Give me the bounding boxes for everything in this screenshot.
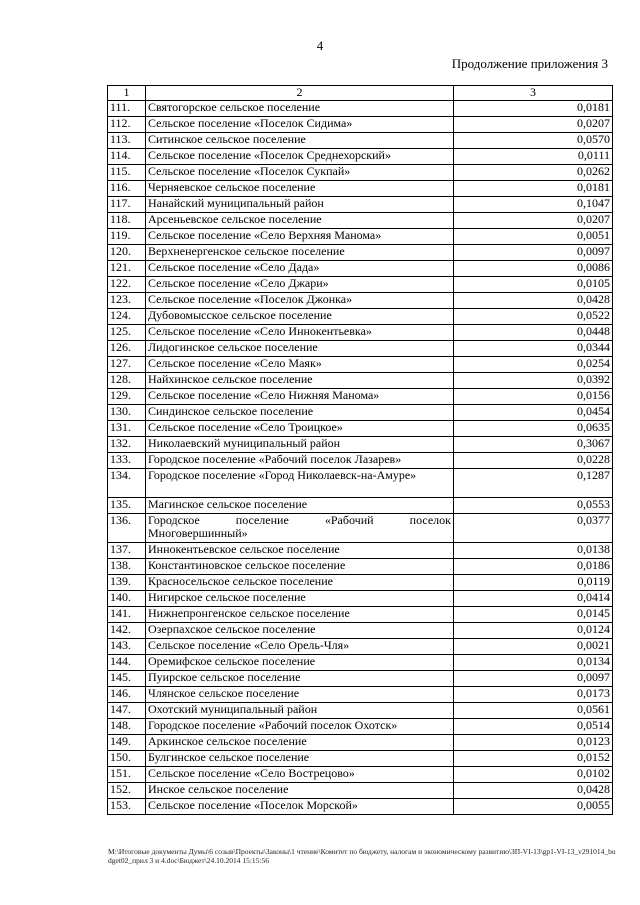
coefficient-value: 0,0138: [454, 543, 613, 559]
coefficient-value: 0,0635: [454, 421, 613, 437]
coefficient-value: 0,0428: [454, 783, 613, 799]
table-row: [108, 181, 613, 197]
row-number: 125.: [108, 325, 146, 341]
municipality-name: Николаевский муниципальный район: [146, 437, 454, 453]
municipality-name: Святогорское сельское поселение: [146, 101, 454, 117]
row-number: 150.: [108, 751, 146, 767]
row-number: 123.: [108, 293, 146, 309]
coefficient-value: 0,0254: [454, 357, 613, 373]
row-number: 152.: [108, 783, 146, 799]
row-number: 122.: [108, 277, 146, 293]
row-number: 112.: [108, 117, 146, 133]
municipality-name: Черняевское сельское поселение: [146, 181, 454, 197]
coefficient-value: 0,0428: [454, 293, 613, 309]
coefficient-value: 0,1287: [454, 469, 613, 498]
row-number: 143.: [108, 639, 146, 655]
coefficient-value: 0,0344: [454, 341, 613, 357]
table-row: [108, 197, 613, 213]
coefficient-value: 0,0134: [454, 655, 613, 671]
table-row: [108, 514, 613, 543]
row-number: 132.: [108, 437, 146, 453]
municipality-name: Оремифское сельское поселение: [146, 655, 454, 671]
row-number: 145.: [108, 671, 146, 687]
row-number: 142.: [108, 623, 146, 639]
table-row: [108, 405, 613, 421]
row-number: 131.: [108, 421, 146, 437]
municipality-name: Пуирское сельское поселение: [146, 671, 454, 687]
table-row: [108, 559, 613, 575]
coefficient-value: 0,0514: [454, 719, 613, 735]
table-row: [108, 229, 613, 245]
row-number: 138.: [108, 559, 146, 575]
municipality-name: Городское поселение «Город Николаевск-на-Амуре»: [146, 469, 454, 498]
table-row: [108, 799, 613, 815]
allocation-table: [107, 85, 613, 815]
coefficient-value: 0,0448: [454, 325, 613, 341]
appendix-continuation-title: Продолжение приложения 3: [451, 56, 608, 71]
table-row: [108, 719, 613, 735]
coefficient-value: 0,0561: [454, 703, 613, 719]
coefficient-value: 0,0156: [454, 389, 613, 405]
table-row: [108, 277, 613, 293]
row-number: 136.: [108, 514, 146, 543]
municipality-name: Сельское поселение «Поселок Среднехорский»: [146, 149, 454, 165]
coefficient-value: 0,0186: [454, 559, 613, 575]
coefficient-value: 0,3067: [454, 437, 613, 453]
coefficient-value: 0,0123: [454, 735, 613, 751]
coefficient-value: 0,0124: [454, 623, 613, 639]
row-number: 117.: [108, 197, 146, 213]
municipality-name: Инское сельское поселение: [146, 783, 454, 799]
table-row: [108, 735, 613, 751]
table-body: [108, 101, 613, 815]
row-number: 146.: [108, 687, 146, 703]
municipality-name: Верхненергенское сельское поселение: [146, 245, 454, 261]
table-row: [108, 117, 613, 133]
table-row: [108, 341, 613, 357]
file-path-footer: M:\Итоговые документы Думы\6 созыв\Проекты\Законы\1 чтение\Комитет по бюджету, налогам и экономическому развитию\ЗП-VI-13\gp1-VI-13_v291014_budget02_прил 3 и 4.doc\Бюджет\24.10.2014 15:15:56: [108, 847, 616, 865]
coefficient-value: 0,0392: [454, 373, 613, 389]
row-number: 130.: [108, 405, 146, 421]
coefficient-value: 0,0173: [454, 687, 613, 703]
table-row: [108, 245, 613, 261]
coefficient-value: 0,0097: [454, 245, 613, 261]
column-header-number: 1: [108, 86, 146, 101]
row-number: 153.: [108, 799, 146, 815]
coefficient-value: 0,0377: [454, 514, 613, 543]
row-number: 120.: [108, 245, 146, 261]
row-number: 114.: [108, 149, 146, 165]
table-row: [108, 607, 613, 623]
municipality-name: Сельское поселение «Село Нижняя Манома»: [146, 389, 454, 405]
municipality-name: Арсеньевское сельское поселение: [146, 213, 454, 229]
municipality-name: Булгинское сельское поселение: [146, 751, 454, 767]
coefficient-value: 0,0207: [454, 213, 613, 229]
row-number: 134.: [108, 469, 146, 498]
row-number: 149.: [108, 735, 146, 751]
coefficient-value: 0,0181: [454, 101, 613, 117]
table-row: [108, 325, 613, 341]
table-row: [108, 165, 613, 181]
column-header-name: 2: [146, 86, 454, 101]
row-number: 118.: [108, 213, 146, 229]
coefficient-value: 0,0097: [454, 671, 613, 687]
table-row: [108, 543, 613, 559]
table-row: [108, 261, 613, 277]
municipality-name: Иннокентьевское сельское поселение: [146, 543, 454, 559]
municipality-name: Константиновское сельское поселение: [146, 559, 454, 575]
table-row: [108, 149, 613, 165]
row-number: 140.: [108, 591, 146, 607]
row-number: 126.: [108, 341, 146, 357]
coefficient-value: 0,0207: [454, 117, 613, 133]
row-number: 133.: [108, 453, 146, 469]
municipality-name: Члянское сельское поселение: [146, 687, 454, 703]
municipality-name: Сельское поселение «Село Орель-Чля»: [146, 639, 454, 655]
municipality-name: Нигирское сельское поселение: [146, 591, 454, 607]
table-row: [108, 639, 613, 655]
table-row: [108, 671, 613, 687]
coefficient-value: 0,0055: [454, 799, 613, 815]
table-row: [108, 469, 613, 498]
column-header-value: 3: [454, 86, 613, 101]
row-number: 113.: [108, 133, 146, 149]
municipality-name: Сельское поселение «Село Дада»: [146, 261, 454, 277]
table-row: [108, 575, 613, 591]
municipality-name: Городское поселение «Рабочий поселок Многовершинный»: [146, 514, 454, 543]
coefficient-value: 0,0102: [454, 767, 613, 783]
table-row: [108, 498, 613, 514]
row-number: 119.: [108, 229, 146, 245]
table-row: [108, 687, 613, 703]
municipality-name: Сельское поселение «Село Троицкое»: [146, 421, 454, 437]
row-number: 127.: [108, 357, 146, 373]
coefficient-value: 0,0262: [454, 165, 613, 181]
municipality-name: Синдинское сельское поселение: [146, 405, 454, 421]
municipality-name: Городское поселение «Рабочий поселок Лазарев»: [146, 453, 454, 469]
row-number: 147.: [108, 703, 146, 719]
coefficient-value: 0,0570: [454, 133, 613, 149]
municipality-name: Нижнепронгенское сельское поселение: [146, 607, 454, 623]
row-number: 141.: [108, 607, 146, 623]
table-row: [108, 703, 613, 719]
table-row: [108, 767, 613, 783]
coefficient-value: 0,0181: [454, 181, 613, 197]
table-row: [108, 783, 613, 799]
row-number: 111.: [108, 101, 146, 117]
coefficient-value: 0,0152: [454, 751, 613, 767]
coefficient-value: 0,0522: [454, 309, 613, 325]
coefficient-value: 0,0105: [454, 277, 613, 293]
row-number: 128.: [108, 373, 146, 389]
municipality-name: Сельское поселение «Поселок Сидима»: [146, 117, 454, 133]
coefficient-value: 0,0454: [454, 405, 613, 421]
table-row: [108, 655, 613, 671]
table-row: [108, 421, 613, 437]
municipality-name: Сельское поселение «Поселок Джонка»: [146, 293, 454, 309]
municipality-name: Сельское поселение «Село Иннокентьевка»: [146, 325, 454, 341]
coefficient-value: 0,0145: [454, 607, 613, 623]
table-row: [108, 293, 613, 309]
table-row: [108, 453, 613, 469]
table-row: [108, 309, 613, 325]
municipality-name: Найхинское сельское поселение: [146, 373, 454, 389]
row-number: 144.: [108, 655, 146, 671]
table-row: [108, 751, 613, 767]
row-number: 139.: [108, 575, 146, 591]
table-row: [108, 373, 613, 389]
row-number: 137.: [108, 543, 146, 559]
page-number: 4: [316, 38, 324, 53]
row-number: 135.: [108, 498, 146, 514]
coefficient-value: 0,0111: [454, 149, 613, 165]
coefficient-value: 0,0228: [454, 453, 613, 469]
municipality-name: Дубовомысское сельское поселение: [146, 309, 454, 325]
municipality-name: Сельское поселение «Поселок Сукпай»: [146, 165, 454, 181]
municipality-name: Сельское поселение «Село Верхняя Манома»: [146, 229, 454, 245]
row-number: 121.: [108, 261, 146, 277]
table-row: [108, 623, 613, 639]
row-number: 116.: [108, 181, 146, 197]
municipality-name: Сельское поселение «Село Маяк»: [146, 357, 454, 373]
table-row: [108, 133, 613, 149]
municipality-name: Нанайский муниципальный район: [146, 197, 454, 213]
table-row: [108, 357, 613, 373]
table-row: [108, 213, 613, 229]
coefficient-value: 0,0414: [454, 591, 613, 607]
coefficient-value: 0,0119: [454, 575, 613, 591]
coefficient-value: 0,0553: [454, 498, 613, 514]
table-row: [108, 437, 613, 453]
municipality-name: Красносельское сельское поселение: [146, 575, 454, 591]
municipality-name: Сельское поселение «Село Джари»: [146, 277, 454, 293]
municipality-name: Ситинское сельское поселение: [146, 133, 454, 149]
table-header-row: [108, 86, 613, 101]
municipality-name: Озерпахское сельское поселение: [146, 623, 454, 639]
municipality-name: Сельское поселение «Поселок Морской»: [146, 799, 454, 815]
municipality-name: Охотский муниципальный район: [146, 703, 454, 719]
municipality-name: Городское поселение «Рабочий поселок Охотск»: [146, 719, 454, 735]
coefficient-value: 0,1047: [454, 197, 613, 213]
row-number: 124.: [108, 309, 146, 325]
coefficient-value: 0,0021: [454, 639, 613, 655]
municipality-name: Лидогинское сельское поселение: [146, 341, 454, 357]
row-number: 148.: [108, 719, 146, 735]
coefficient-value: 0,0051: [454, 229, 613, 245]
municipality-name: Магинское сельское поселение: [146, 498, 454, 514]
table-row: [108, 591, 613, 607]
table-row: [108, 101, 613, 117]
table-row: [108, 389, 613, 405]
coefficient-value: 0,0086: [454, 261, 613, 277]
row-number: 115.: [108, 165, 146, 181]
row-number: 129.: [108, 389, 146, 405]
row-number: 151.: [108, 767, 146, 783]
municipality-name: Сельское поселение «Село Вострецово»: [146, 767, 454, 783]
municipality-name: Аркинское сельское поселение: [146, 735, 454, 751]
